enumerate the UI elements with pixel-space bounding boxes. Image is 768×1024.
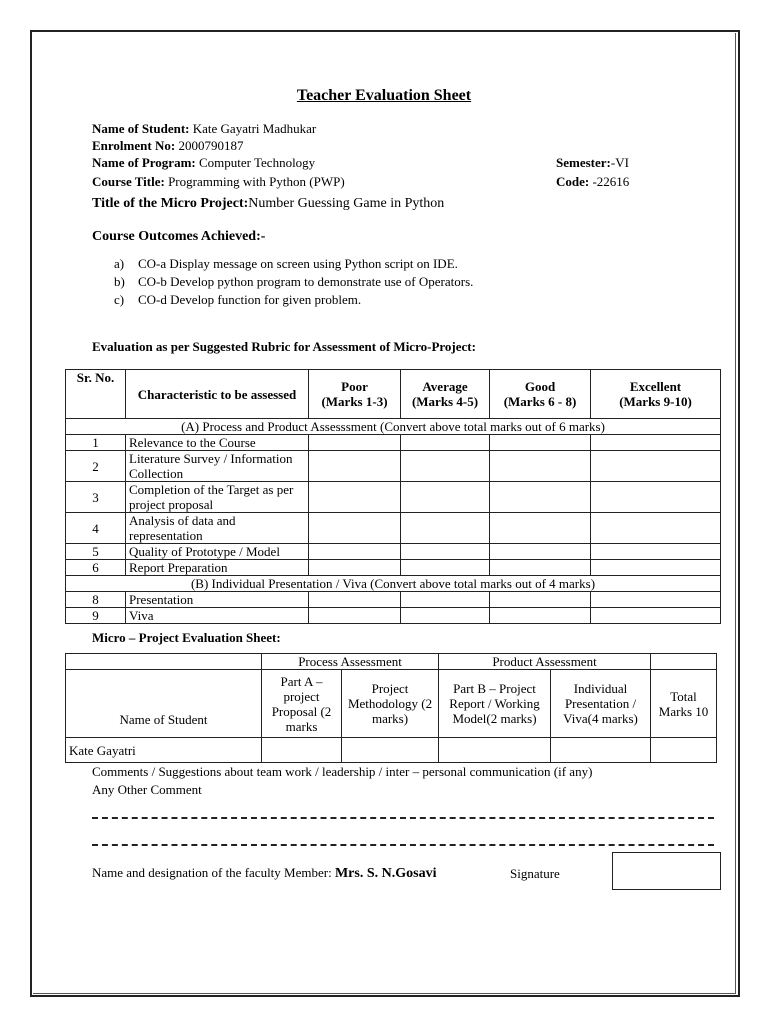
group-row (66, 654, 717, 670)
mark-cell[interactable] (490, 482, 591, 513)
sr-no: 1 (66, 435, 126, 451)
mark-cell[interactable] (591, 592, 721, 608)
mark-cell[interactable] (591, 544, 721, 560)
product-assessment: Product Assessment (439, 654, 651, 670)
value: Computer Technology (198, 155, 316, 170)
label: Code: (556, 174, 590, 189)
comment-line[interactable] (92, 817, 714, 819)
mark-cell[interactable] (490, 592, 591, 608)
mark-cell[interactable] (309, 451, 401, 482)
label: Poor (341, 379, 368, 394)
label: Title of the Micro Project: (92, 196, 249, 211)
col-good (490, 370, 591, 419)
mark-cell[interactable] (591, 435, 721, 451)
label: Excellent (629, 379, 682, 394)
value: Number Guessing Game in Python (248, 196, 445, 211)
table-row (66, 560, 721, 576)
section-b: (B) Individual Presentation / Viva (Convert above total marks out of 4 marks) (66, 576, 721, 592)
mark-cell[interactable] (490, 451, 591, 482)
characteristic: Completion of the Target as per project proposal (126, 482, 309, 513)
comment-line[interactable] (92, 844, 714, 846)
mark-cell[interactable] (490, 435, 591, 451)
label: Semester: (556, 155, 611, 170)
sr-no: 5 (66, 544, 126, 560)
mark-cell[interactable] (309, 544, 401, 560)
rubric-heading: Evaluation as per Suggested Rubric for Assessment of Micro-Project: (92, 339, 476, 354)
characteristic: Quality of Prototype / Model (126, 544, 309, 560)
marker: b) (114, 274, 125, 289)
mark-cell[interactable] (401, 608, 490, 624)
characteristic: Viva (126, 608, 309, 624)
marker: a) (114, 256, 125, 271)
course-title (92, 174, 345, 190)
characteristic: Analysis of data and representation (126, 513, 309, 544)
value: Kate Gayatri Madhukar (192, 121, 317, 136)
process-assessment: Process Assessment (262, 654, 439, 670)
rubric-table (65, 369, 721, 624)
page-title: Teacher Evaluation Sheet (296, 87, 472, 104)
label: Name of Student: (92, 121, 190, 136)
table-row (66, 482, 721, 513)
col-sr: Sr. No. (66, 370, 126, 419)
sr-no: 6 (66, 560, 126, 576)
micro-evaluation-table (65, 653, 717, 763)
mark-cell[interactable] (401, 560, 490, 576)
col-total: Total Marks 10 (651, 670, 717, 738)
characteristic: Report Preparation (126, 560, 309, 576)
mark-cell[interactable] (591, 482, 721, 513)
value: Programming with Python (PWP) (168, 174, 345, 189)
project-title (92, 196, 444, 212)
col-characteristic: Characteristic to be assessed (126, 370, 309, 419)
mark-cell[interactable] (551, 738, 651, 763)
mark-cell[interactable] (401, 513, 490, 544)
mark-cell[interactable] (309, 608, 401, 624)
text: CO-d Develop function for given problem. (138, 292, 362, 307)
mark-cell[interactable] (401, 592, 490, 608)
mark-cell[interactable] (591, 560, 721, 576)
mark-cell[interactable] (490, 608, 591, 624)
characteristic: Literature Survey / Information Collection (126, 451, 309, 482)
label: Good (524, 379, 556, 394)
label: Average (422, 379, 468, 394)
table-row (66, 435, 721, 451)
marker: c) (114, 292, 125, 307)
mark-cell[interactable] (309, 435, 401, 451)
signature-label: Signature (510, 866, 560, 881)
faculty-line (92, 865, 436, 882)
col-presentation: Individual Presentation / Viva(4 marks) (551, 670, 651, 738)
table-row (66, 513, 721, 544)
col-part-a: Part A – project Proposal (2 marks (262, 670, 342, 738)
col-excellent (591, 370, 721, 419)
mark-cell[interactable] (342, 738, 439, 763)
text: CO-b Develop python program to demonstrate use of Operators. (138, 274, 474, 289)
col-methodology: Project Methodology (2 marks) (342, 670, 439, 738)
characteristic: Presentation (126, 592, 309, 608)
header-row (66, 370, 721, 419)
col-part-b: Part B – Project Report / Working Model(2 marks) (439, 670, 551, 738)
marks: (Marks 4-5) (411, 394, 479, 409)
mark-cell[interactable] (490, 560, 591, 576)
mark-cell[interactable] (309, 560, 401, 576)
outcome-item (114, 292, 361, 308)
mark-cell[interactable] (309, 592, 401, 608)
empty-cell (651, 654, 717, 670)
mark-cell[interactable] (401, 482, 490, 513)
mark-cell[interactable] (262, 738, 342, 763)
mark-cell[interactable] (401, 544, 490, 560)
section-row (66, 576, 721, 592)
outcomes-heading: Course Outcomes Achieved:- (92, 229, 266, 244)
value: -22616 (592, 174, 630, 189)
enrolment (92, 138, 243, 154)
course-code (556, 174, 629, 190)
empty-cell (66, 654, 262, 670)
col-name: Name of Student (66, 670, 262, 738)
table-row (66, 608, 721, 624)
micro-heading: Micro – Project Evaluation Sheet: (92, 630, 281, 645)
table-row (66, 451, 721, 482)
marks: (Marks 9-10) (619, 394, 692, 409)
mark-cell[interactable] (591, 608, 721, 624)
mark-cell[interactable] (401, 451, 490, 482)
header-row (66, 670, 717, 738)
section-row (66, 419, 721, 435)
sr-no: 9 (66, 608, 126, 624)
sr-no: 3 (66, 482, 126, 513)
mark-cell[interactable] (401, 435, 490, 451)
table-row (66, 592, 721, 608)
mark-cell[interactable] (309, 482, 401, 513)
characteristic: Relevance to the Course (126, 435, 309, 451)
mark-cell[interactable] (591, 451, 721, 482)
outcome-item (114, 274, 473, 290)
label: Name and designation of the faculty Member: (92, 865, 332, 880)
value: 2000790187 (178, 138, 244, 153)
program (92, 155, 315, 171)
mark-cell[interactable] (309, 513, 401, 544)
col-poor (309, 370, 401, 419)
mark-cell[interactable] (439, 738, 551, 763)
sr-no: 4 (66, 513, 126, 544)
student-name (92, 121, 316, 137)
outcome-item (114, 256, 458, 272)
marks: (Marks 1-3) (321, 394, 388, 409)
label: Enrolment No: (92, 138, 176, 153)
marks: (Marks 6 - 8) (503, 394, 577, 409)
mark-cell[interactable] (490, 513, 591, 544)
table-row (66, 544, 721, 560)
faculty-name: Mrs. S. N.Gosavi (334, 866, 437, 881)
sr-no: 2 (66, 451, 126, 482)
mark-cell[interactable] (490, 544, 591, 560)
mark-cell[interactable] (591, 513, 721, 544)
col-average (401, 370, 490, 419)
mark-cell[interactable] (651, 738, 717, 763)
text: CO-a Display message on screen using Python script on IDE. (138, 256, 458, 271)
other-comment-label: Any Other Comment (92, 782, 202, 797)
label: Course Title: (92, 174, 165, 189)
semester (556, 155, 629, 171)
section-a: (A) Process and Product Assesssment (Convert above total marks out of 6 marks) (66, 419, 721, 435)
student-row (66, 738, 717, 763)
student-name-cell: Kate Gayatri (66, 738, 262, 763)
label: Name of Program: (92, 155, 196, 170)
value: -VI (610, 155, 629, 170)
signature-box[interactable] (612, 852, 721, 890)
comments-prompt: Comments / Suggestions about team work / leadership / inter – personal communication (if any) (92, 764, 593, 779)
sr-no: 8 (66, 592, 126, 608)
